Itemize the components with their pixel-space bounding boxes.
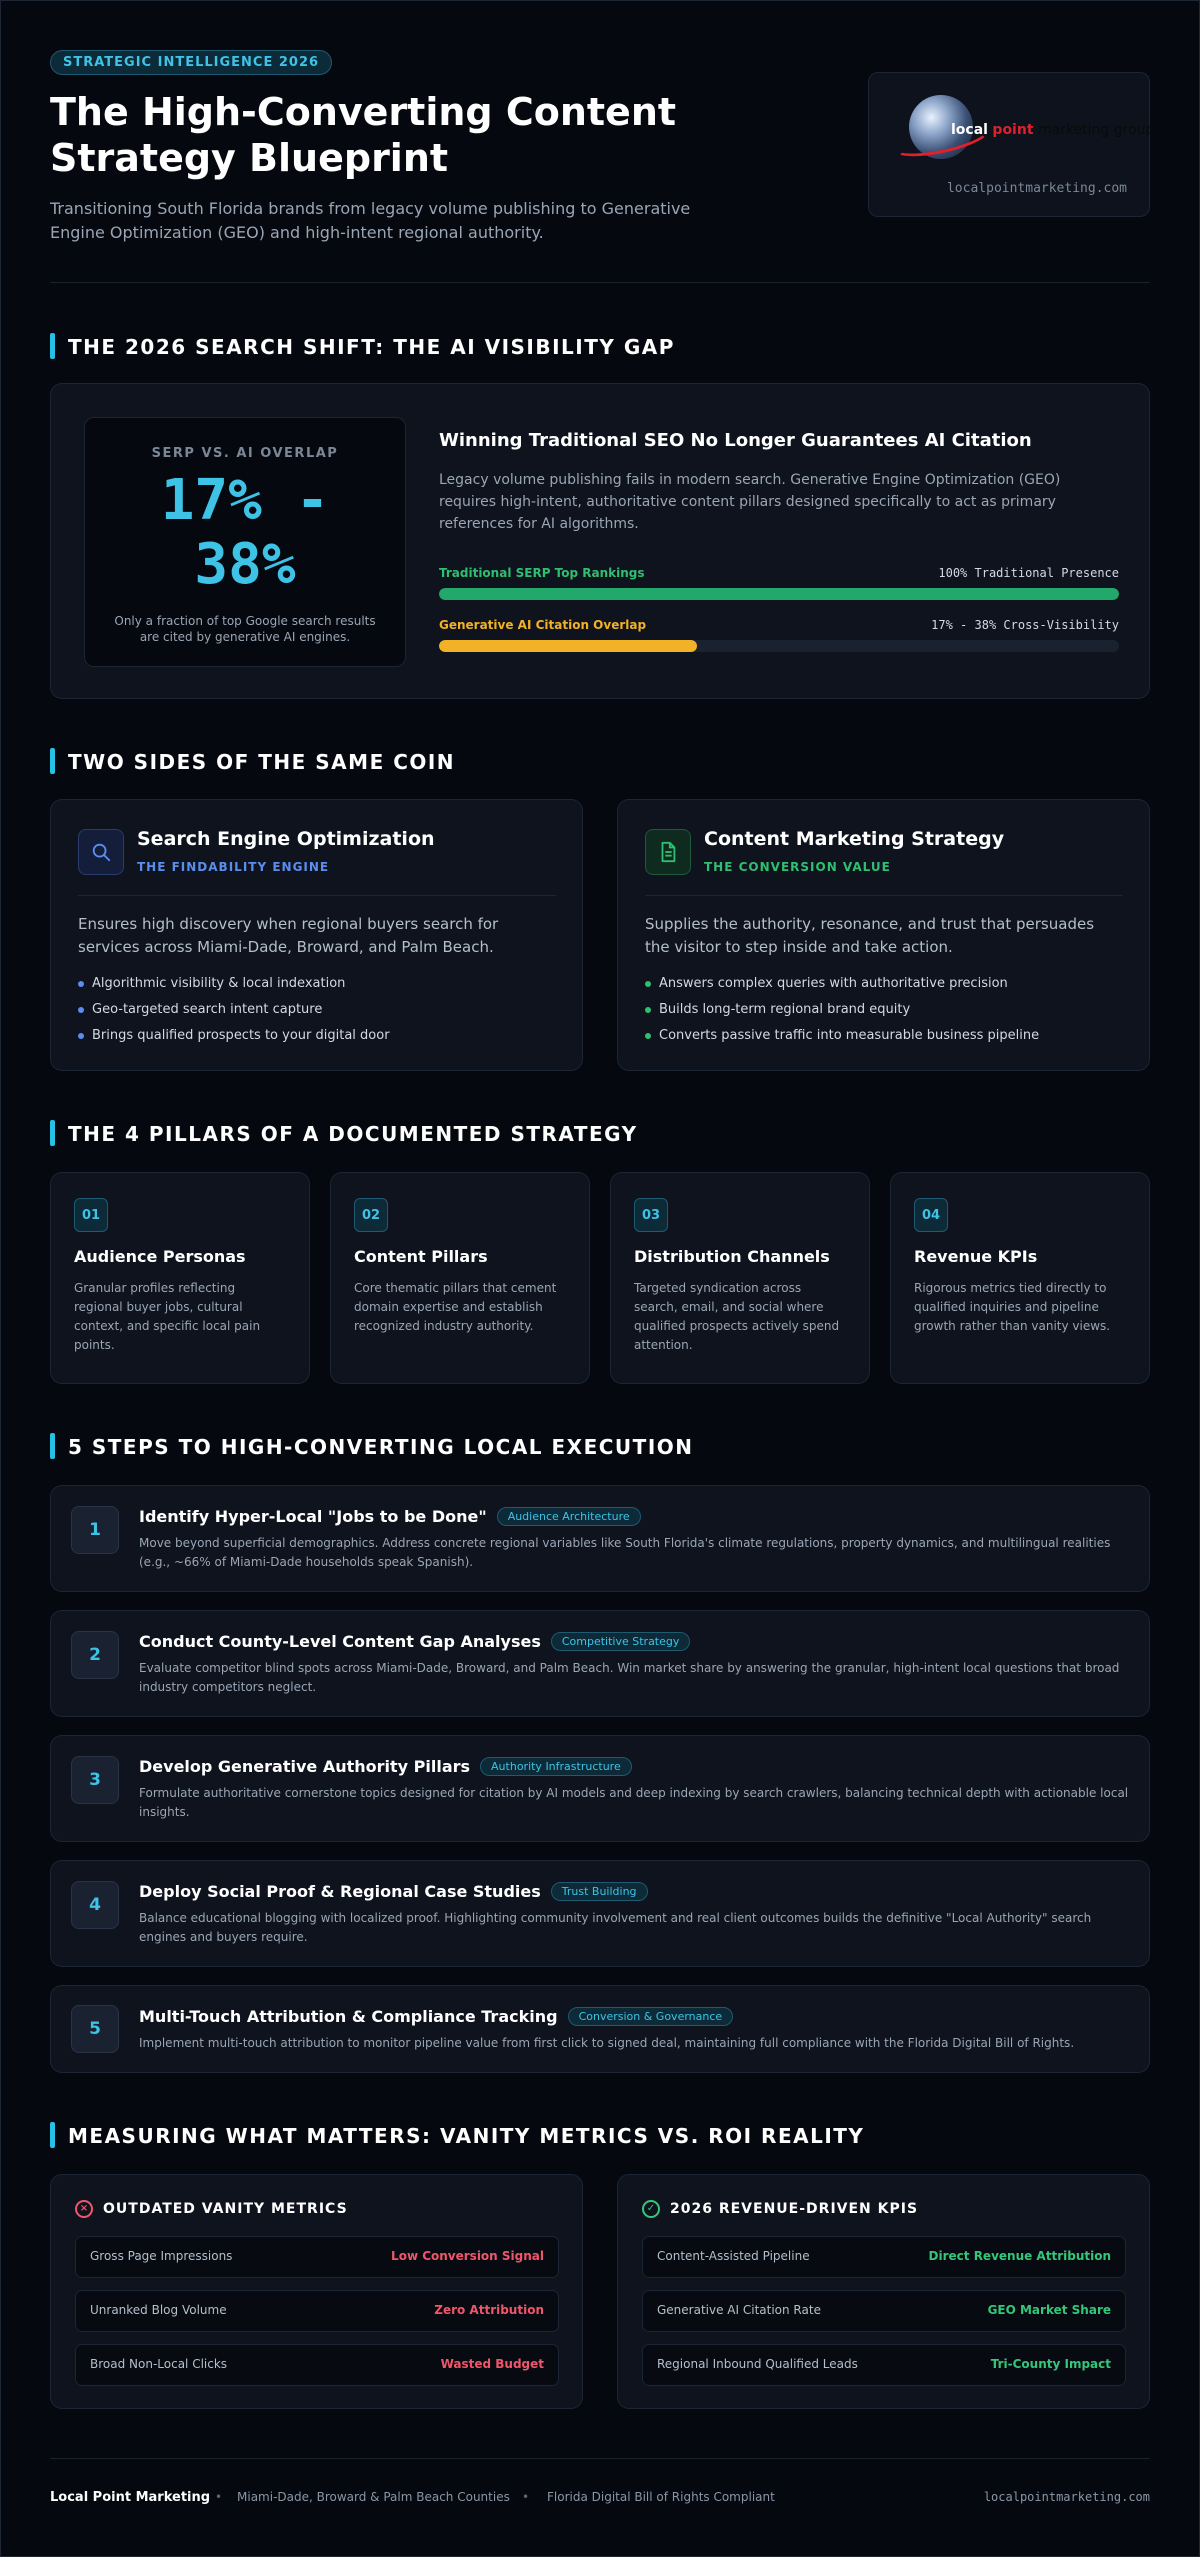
vanity-metrics-card <box>50 2174 583 2409</box>
step-header <box>139 1631 1139 1653</box>
bar-value: 100% Traditional Presence <box>938 566 1119 580</box>
step-number: 3 <box>71 1756 119 1804</box>
ai-visibility-gap-card <box>50 383 1150 699</box>
metric-row <box>642 2236 1126 2278</box>
pillar-title: Audience Personas <box>74 1247 246 1266</box>
pillar-card <box>610 1172 870 1384</box>
step-header <box>139 2006 1139 2028</box>
content-marketing-card <box>617 799 1150 1071</box>
gap-body: Legacy volume publishing fails in modern search. Generative Engine Optimization (GEO) requires high-intent, authoritative content pillars designed specifically to act as primary references for AI algorithms. <box>439 472 1061 532</box>
page-subtitle: Transitioning South Florida brands from legacy volume publishing to Generative Engine Optimization (GEO) and high-intent regional authority. <box>50 199 691 242</box>
pillar-body: Core thematic pillars that cement domain expertise and establish recognized industry authority. <box>354 1281 557 1333</box>
metric-label: Gross Page Impressions <box>90 2249 233 2263</box>
metric-row <box>642 2290 1126 2332</box>
step-title: Conduct County-Level Content Gap Analyses <box>139 1632 541 1651</box>
step-card <box>50 1735 1150 1842</box>
list-item: Algorithmic visibility & local indexation <box>78 976 598 1002</box>
list-item: Converts passive traffic into measurable business pipeline <box>645 1028 1165 1054</box>
step-tag: Trust Building <box>551 1882 648 1901</box>
pillar-title: Content Pillars <box>354 1247 488 1266</box>
section-title: THE 4 PILLARS OF A DOCUMENTED STRATEGY <box>68 1122 638 1146</box>
progress-fill <box>439 640 697 652</box>
metric-value: Direct Revenue Attribution <box>928 2249 1111 2263</box>
metric-label: Generative AI Citation Rate <box>657 2303 821 2317</box>
section-accent-bar <box>50 333 55 359</box>
list-item: Answers complex queries with authoritative precision <box>645 976 1165 1002</box>
section-accent-bar <box>50 1120 55 1146</box>
step-card <box>50 1485 1150 1592</box>
eyebrow-badge: STRATEGIC INTELLIGENCE 2026 <box>50 50 332 75</box>
bar-traditional-serp <box>439 566 1119 600</box>
step-body: Move beyond superficial demographics. Address concrete regional variables like South Florida's climate regulations, property dynamics, and multilingual realities (e.g., ~66% of Miami-Dade households speak Spanish). <box>139 1536 1111 1569</box>
stat-label: SERP VS. AI OVERLAP <box>151 446 339 461</box>
section-title: THE 2026 SEARCH SHIFT: THE AI VISIBILITY GAP <box>68 335 675 359</box>
section-accent-bar <box>50 1433 55 1459</box>
step-number: 1 <box>71 1506 119 1554</box>
footer-region: Miami-Dade, Broward & Palm Beach Counties <box>237 2490 510 2504</box>
bar-label: Traditional SERP Top Rankings <box>439 566 645 580</box>
pillar-number: 04 <box>914 1198 948 1232</box>
metric-value: GEO Market Share <box>987 2303 1111 2317</box>
header-divider <box>50 282 1150 283</box>
logo-card <box>868 72 1155 217</box>
overlap-stat-box <box>84 417 406 667</box>
logo-wordmark: local point marketing group <box>951 122 1155 138</box>
bullet-dot <box>78 1007 84 1013</box>
footer-compliance: Florida Digital Bill of Rights Compliant <box>547 2490 775 2504</box>
metric-row <box>75 2236 559 2278</box>
footer-divider <box>50 2458 1150 2459</box>
step-card <box>50 1610 1150 1717</box>
pillar-number: 02 <box>354 1198 388 1232</box>
step-title: Deploy Social Proof & Regional Case Studies <box>139 1882 541 1901</box>
stat-note: Only a fraction of top Google search results are cited by generative AI engines. <box>114 614 376 644</box>
gap-text <box>439 430 1119 535</box>
bar-label: Generative AI Citation Overlap <box>439 618 647 632</box>
bullet-dot <box>645 1033 651 1039</box>
list-item: Geo-targeted search intent capture <box>78 1002 598 1028</box>
bar-value: 17% - 38% Cross-Visibility <box>931 618 1119 632</box>
stat-value: 17% - 38% <box>160 468 330 597</box>
section-accent-bar <box>50 2122 55 2148</box>
pillar-card <box>890 1172 1150 1384</box>
step-tag: Authority Infrastructure <box>480 1757 632 1776</box>
section-title: MEASURING WHAT MATTERS: VANITY METRICS VS. ROI REALITY <box>68 2124 865 2148</box>
page-title: The High-Converting Content Strategy Blueprint <box>50 90 677 180</box>
logo-url[interactable]: localpointmarketing.com <box>946 181 1127 196</box>
list-item: Builds long-term regional brand equity <box>645 1002 1165 1028</box>
step-header <box>139 1506 1139 1528</box>
section-title: 5 STEPS TO HIGH-CONVERTING LOCAL EXECUTION <box>68 1435 694 1459</box>
gap-title: Winning Traditional SEO No Longer Guarantees AI Citation <box>439 430 1032 451</box>
page-header <box>50 50 1155 242</box>
card-subtitle: THE FINDABILITY ENGINE <box>137 860 330 874</box>
card-title: Content Marketing Strategy <box>704 828 1005 850</box>
x-circle-icon: × <box>75 2200 93 2218</box>
section-accent-bar <box>50 748 55 774</box>
progress-fill <box>439 588 1119 600</box>
metric-label: Broad Non-Local Clicks <box>90 2357 228 2371</box>
pillar-title: Revenue KPIs <box>914 1247 1038 1266</box>
bullet-dot <box>78 981 84 987</box>
card-subtitle: THE CONVERSION VALUE <box>704 860 891 874</box>
step-header <box>139 1881 1139 1903</box>
step-tag: Conversion & Governance <box>568 2007 734 2026</box>
step-title: Develop Generative Authority Pillars <box>139 1757 471 1776</box>
card-title: Search Engine Optimization <box>137 828 435 850</box>
progress-track <box>439 588 1119 600</box>
pillar-number: 01 <box>74 1198 108 1232</box>
metric-label: Content-Assisted Pipeline <box>657 2249 810 2263</box>
pillar-body: Rigorous metrics tied directly to qualified inquiries and pipeline growth rather than vanity views. <box>914 1281 1111 1333</box>
feature-list <box>78 976 598 1054</box>
list-item: Brings qualified prospects to your digital door <box>78 1028 598 1054</box>
metrics-title: 2026 REVENUE-DRIVEN KPIS <box>670 2201 919 2217</box>
seo-card <box>50 799 583 1071</box>
revenue-kpis-card <box>617 2174 1150 2409</box>
footer-brand: Local Point Marketing <box>50 2490 211 2505</box>
document-icon <box>645 829 691 875</box>
step-body: Formulate authoritative cornerstone topics designed for citation by AI models and deep indexing by search crawlers, balancing technical depth with actionable local insights. <box>139 1786 1129 1819</box>
step-title: Identify Hyper-Local "Jobs to be Done" <box>139 1507 487 1526</box>
metric-row <box>75 2344 559 2386</box>
metric-value: Zero Attribution <box>434 2303 544 2317</box>
bullet-dot <box>645 1007 651 1013</box>
search-icon <box>78 829 124 875</box>
step-body: Balance educational blogging with localized proof. Highlighting community involvement and real client outcomes builds the definitive "Local Authority" search engines and buyers require. <box>139 1911 1092 1944</box>
metric-value: Tri-County Impact <box>990 2357 1111 2371</box>
pillar-card <box>330 1172 590 1384</box>
bullet-dot <box>645 981 651 987</box>
metric-value: Wasted Budget <box>440 2357 544 2371</box>
bar-ai-citation <box>439 618 1119 652</box>
step-tag: Competitive Strategy <box>551 1632 691 1651</box>
metric-label: Unranked Blog Volume <box>90 2303 227 2317</box>
footer-url[interactable]: localpointmarketing.com <box>983 2490 1150 2504</box>
step-header <box>139 1756 1139 1778</box>
feature-list <box>645 976 1165 1054</box>
step-title: Multi-Touch Attribution & Compliance Tracking <box>139 2007 558 2026</box>
check-circle-icon: ✓ <box>642 2200 660 2218</box>
bullet-dot <box>78 1033 84 1039</box>
metric-row <box>642 2344 1126 2386</box>
metric-row <box>75 2290 559 2332</box>
step-body: Implement multi-touch attribution to monitor pipeline value from first click to signed deal, maintaining full compliance with the Florida Digital Bill of Rights. <box>139 2036 1075 2050</box>
section-title: TWO SIDES OF THE SAME COIN <box>68 750 456 774</box>
card-body: Ensures high discovery when regional buyers search for services across Miami-Dade, Broward, and Palm Beach. <box>78 915 499 956</box>
pillar-title: Distribution Channels <box>634 1247 830 1266</box>
metrics-title: OUTDATED VANITY METRICS <box>103 2201 348 2217</box>
metric-label: Regional Inbound Qualified Leads <box>657 2357 858 2371</box>
footer-separator: • <box>522 2490 530 2504</box>
step-card <box>50 1985 1150 2073</box>
step-tag: Audience Architecture <box>497 1507 641 1526</box>
step-card <box>50 1860 1150 1967</box>
step-body: Evaluate competitor blind spots across Miami-Dade, Broward, and Palm Beach. Win market share by answering the granular, high-intent local questions that broad industry competitors neglect. <box>139 1661 1120 1694</box>
step-number: 4 <box>71 1881 119 1929</box>
page-footer <box>50 2490 1150 2510</box>
card-divider <box>645 895 1123 896</box>
step-number: 5 <box>71 2005 119 2053</box>
pillar-number: 03 <box>634 1198 668 1232</box>
progress-track <box>439 640 1119 652</box>
metric-value: Low Conversion Signal <box>391 2249 544 2263</box>
step-number: 2 <box>71 1631 119 1679</box>
pillar-body: Targeted syndication across search, email, and social where qualified prospects actively spend attention. <box>634 1281 840 1352</box>
footer-separator: • <box>215 2490 223 2504</box>
card-divider <box>78 895 556 896</box>
card-body: Supplies the authority, resonance, and trust that persuades the visitor to step inside and take action. <box>645 915 1095 956</box>
pillar-card <box>50 1172 310 1384</box>
pillar-body: Granular profiles reflecting regional buyer jobs, cultural context, and specific local pain points. <box>74 1281 261 1352</box>
company-logo <box>891 95 1155 165</box>
